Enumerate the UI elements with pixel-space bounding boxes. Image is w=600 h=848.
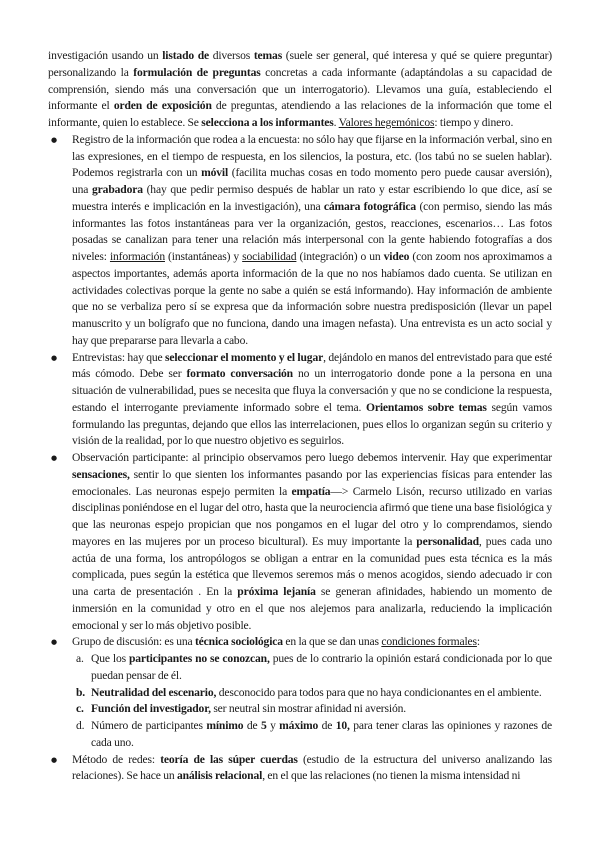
list-item-metodo-redes bbox=[48, 752, 552, 786]
text-run: (con permiso, siendo las más informantes las fotos instantáneas para ver la organización, gestos, reacciones, escenarios… Las fotos posadas se canalizan para tener una relación más interpersonal con la gente habiendo fotografías a dos niveles: bbox=[72, 199, 552, 263]
text-run: : bbox=[476, 635, 480, 649]
list-marker: a. bbox=[76, 652, 84, 665]
text-run: desconocido para todos para que no haya condicionantes en el ambiente. bbox=[216, 685, 542, 699]
text-run: . bbox=[333, 116, 339, 129]
text-run: en la que se dan unas bbox=[282, 635, 382, 649]
condition-item-b bbox=[48, 685, 552, 702]
bold-term: cámara fotográfica bbox=[323, 199, 417, 213]
text-run: Grupo de discusión: es una bbox=[72, 635, 195, 649]
text-run: de bbox=[318, 719, 336, 732]
text-run: ser neutral sin mostrar afinidad ni aversión. bbox=[210, 702, 406, 716]
underlined-term: información bbox=[109, 250, 165, 263]
bold-term: técnica sociológica bbox=[194, 635, 283, 649]
bold-term: teoría de las súper cuerdas bbox=[160, 752, 298, 766]
bold-term: móvil bbox=[201, 166, 229, 180]
text-run: según vamos formulando las preguntas, dejando que ellos las interrelacionen, pues ellos lo organizan según su criterio y visión de la realidad, por lo que nuestro objetivo es seguirlos. bbox=[72, 400, 553, 448]
list-marker: d. bbox=[76, 719, 85, 732]
text-run: —> Carmelo Lisón, recurso utilizado en varias disciplinas poniéndose en el lugar del otro, hasta que la neurociencia afirmó que tiene una base fisiológica y que las neuronas espejo propician que nos pongamos en el lugar del otro y lo comprendamos, siendo mayores en las mujeres por un proceso bicultural). Es muy importante la bbox=[72, 484, 552, 548]
condition-item-d bbox=[48, 718, 552, 752]
underlined-term: Valores hegemónicos bbox=[338, 116, 435, 129]
conditions-list bbox=[48, 651, 552, 752]
text-run: investigación usando un bbox=[48, 49, 163, 62]
bold-term: listado de bbox=[162, 49, 209, 62]
text-run: concretas a cada informante (adaptándolas a su capacidad de comprensión, siendo más una conversación que un interrogatorio). Llevamos una guía, estableciendo el informante el bbox=[48, 65, 552, 113]
bold-term: sensaciones, bbox=[72, 467, 130, 481]
text-run: se generan afinidades, habiendo un momento de inmersión en la comunidad y otro en el que nos alejemos para analizarla, reduciendo la implicación emocional y ser lo más objetivo posible. bbox=[72, 585, 552, 632]
text-run: (hay que pedir permiso después de hablar un rato y estar escribiendo lo que dice, así se muestra interés e implicación en la investigación), una bbox=[72, 183, 552, 213]
list-item-observacion bbox=[48, 450, 552, 634]
text-run: (integración) o un bbox=[296, 250, 384, 263]
text-run: diversos bbox=[209, 49, 254, 62]
bold-term: seleccionar el momento y el lugar bbox=[165, 350, 324, 364]
list-marker: c. bbox=[76, 702, 84, 716]
text-run: sentir lo que sienten los informantes pasando por las experiencias físicas para entender las emocionales. Las neuronas espejo permiten la bbox=[72, 467, 552, 498]
bold-term: análisis relacional bbox=[176, 769, 263, 783]
bold-term: 10, bbox=[335, 719, 350, 732]
text-run: de bbox=[243, 719, 261, 732]
text-run: Observación participante: al principio observamos pero luego debemos intervenir. Hay que experimentar bbox=[72, 451, 552, 464]
text-run: no un interrogatorio donde pone a la persona en una situación de vulnerabilidad, pues se necesita que fluya la conversación y que no se condicione la respuesta, estando el interrogante previamente informado sobre el tema. bbox=[72, 367, 552, 414]
bold-term: 5 bbox=[260, 719, 267, 732]
text-run: : tiempo y dinero. bbox=[434, 116, 514, 129]
text-run: , dejándolo en manos del entrevistado para que esté más cómodo. Debe ser bbox=[72, 350, 552, 381]
text-run: , en el que las relaciones (no tienen la misma intensidad ni bbox=[262, 769, 521, 783]
text-run: (suele ser general, qué interesa y qué se quiere preguntar) personalizando la bbox=[48, 49, 552, 79]
intro-paragraph bbox=[48, 48, 552, 132]
bold-term: formato conversación bbox=[186, 367, 293, 381]
text-run: Entrevistas: hay que bbox=[72, 350, 165, 364]
text-run: y bbox=[266, 719, 280, 732]
bold-term: Función del investigador, bbox=[91, 702, 211, 716]
text-run: Registro de la información que rodea a la encuesta: no sólo hay que fijarse en la información verbal, sino en las expresiones, en el tiempo de respuesta, en los silencios, la postura, etc. (los tabú no se suelen hablar). Podemos registrarla con un bbox=[72, 132, 552, 180]
bold-term: empatía bbox=[291, 484, 331, 498]
bold-term: orden de exposición bbox=[113, 99, 212, 113]
text-run: (facilita muchas cosas en todo momento pero puede causar aversión), una bbox=[72, 166, 552, 196]
text-run: Número de participantes bbox=[91, 719, 207, 732]
bold-term: mínimo bbox=[206, 719, 244, 732]
bold-term: formulación de preguntas bbox=[133, 65, 261, 79]
list-item-registro bbox=[48, 132, 552, 350]
list-item-entrevistas bbox=[48, 350, 552, 451]
list-item-grupo-discusion bbox=[48, 634, 552, 751]
bullet-list bbox=[48, 132, 552, 785]
text-run: (estudio de la estructura del universo analizando las relaciones). Se hace un bbox=[72, 752, 552, 783]
bold-term: selecciona a los informantes bbox=[201, 116, 334, 129]
bold-term: Neutralidad del escenario, bbox=[91, 685, 217, 699]
condition-item-c bbox=[48, 701, 552, 718]
text-run: , pues cada uno actúa de una forma, los antropólogos se obligan a entrar en la comunidad pues esta técnica es la más complicada, pues según la estética que llevemos seremos más o menos acogidos, siendo adecuado ir con una carta de presentación . En la bbox=[72, 534, 552, 598]
text-run: de preguntas, atendiendo a las relaciones de la información que tome el informante, quien lo establece. Se bbox=[48, 99, 552, 129]
underlined-term: sociabilidad bbox=[242, 250, 297, 263]
bold-term: próxima lejanía bbox=[237, 585, 316, 598]
text-run: para tener claras las opiniones y razones de cada uno. bbox=[91, 719, 553, 749]
text-run: (instantáneas) y bbox=[164, 250, 243, 263]
text-run: (con zoom nos aproximamos a aspectos importantes, además aporta información de la que no nos habíamos dado cuenta. Se utilizan en actividades colectivas porque la gente no sabe a quién se está informando). Hay información de ambiente que no se verbaliza pero sí se expresa que da información sobre nuestra predisposición (llevar un papel manuscrito y un bolígrafo que no funciona, dando una imagen nefasta). Una entrevista es un acto social y hay que prepararse para llevarla a cabo. bbox=[72, 250, 553, 347]
bold-term: temas bbox=[253, 49, 283, 62]
bold-term: video bbox=[383, 250, 410, 263]
bold-term: grabadora bbox=[92, 183, 143, 196]
bold-term: Orientamos sobre temas bbox=[365, 400, 487, 414]
list-marker: b. bbox=[76, 685, 86, 699]
bold-term: máximo bbox=[279, 719, 319, 732]
document-body bbox=[48, 48, 552, 785]
underlined-term: condiciones formales bbox=[381, 635, 477, 649]
text-run: pues de lo contrario la opinión estará condicionada por lo que puedan pensar de él. bbox=[91, 652, 552, 682]
bold-term: participantes no se conozcan, bbox=[128, 652, 270, 665]
condition-item-a bbox=[48, 651, 552, 685]
bold-term: personalidad bbox=[416, 534, 479, 548]
text-run: Método de redes: bbox=[72, 752, 161, 766]
text-run: Que los bbox=[91, 652, 129, 665]
